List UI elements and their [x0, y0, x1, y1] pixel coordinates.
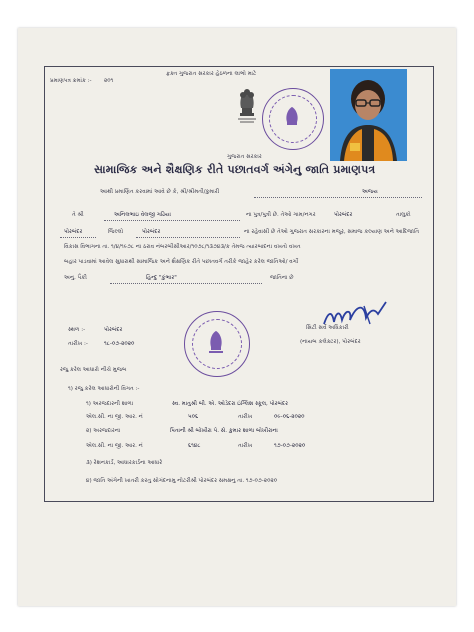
doc1-lc-no: ૫૦૬ [188, 414, 199, 420]
doc1-lc: એલ.સી. ના જી. આર. નં [86, 414, 143, 420]
taluka-value: પોરબંદર [64, 229, 83, 235]
doc4: ૪) જાતિ અંગેની ખાતરી કરતુ સોગંદનામુ નોટરીશ્રી પોરબંદર સમક્ષનુ તા. ૧૭-૦૭-૨૦૨૦ [86, 478, 278, 484]
national-emblem-icon [232, 84, 262, 124]
line3-text: ના રહેવાસી છે તેઓ ગુજરાત સરકારના મજૂર, સમાજ કલ્યાણ અને આદિજાતિ [244, 229, 420, 235]
signatory-line2: (નાયબ કલેક્ટર), પોરબંદર [300, 339, 361, 345]
village-name: પોરબંદર [334, 212, 353, 218]
stamp-emblem-bottom-icon [206, 328, 226, 356]
doc2-label: ૨) અરજદારના [86, 428, 121, 434]
doc2-value: પિતાની શ્રી બોખીરા પે. સે. કુમાર શાળા બોખીરાના [170, 428, 278, 434]
date-label: તારીખ :- [68, 341, 88, 347]
line4-text: વિકાસ વિભાગના તા. ૧/૪/૧૯૭૮ ના ઠરાવ નંબરબીસીઆર/૧૦૭૮/૧૩૭૪૩/ક તેમજ ત્યારબાદના વખતો વખત [64, 244, 301, 250]
doc1-value: સ્વ. માતુશ્રી બી. એ. ઓડેદરા ઇંગ્લિશ સ્કૂલ, પોરબંદર [172, 401, 289, 407]
father-name: અનિલભાઇ વેલજી ગઢિયા [114, 212, 171, 218]
certificate-title: સામાજિક અને શૈક્ષણિક રીતે પછાતવર્ગ અંગેનુ જાતિ પ્રમાણપત્ર [94, 163, 376, 176]
doc2-lc: એલ.સી. ના જી. આર. નં [86, 443, 143, 449]
doc2-lc-no: ૬૧૪૮ [188, 443, 201, 449]
date-value: ૧૮-૦૭-૨૦૨૦ [104, 341, 135, 347]
portrait-image [330, 69, 407, 161]
district-value: પોરબંદર [142, 229, 161, 235]
caste-name: હિન્દુ "કુંભાર" [146, 275, 177, 281]
top-note: ફક્ત ગુજરાત સરકાર હેઠળના લાભો માટે [166, 71, 257, 77]
district-label: જિલ્લો [108, 229, 124, 235]
docs-heading: ૧) રજુ કરેલ આધારોની વિગત :- [68, 386, 140, 392]
doc3: ૩) રેશનકાર્ડ, આધારકાર્ડના આધારે [86, 460, 163, 466]
line6-prefix: અનુ. પૈકી [64, 275, 87, 281]
certificate-number-value: ૨૦૧ [104, 78, 114, 84]
line2-mid: ના પુત્ર/પુત્રી છે. તેઓ ગામ/નગર [246, 212, 316, 218]
place-label: સ્થળ :- [68, 327, 86, 333]
doc1-date: ૦૯-૦૬-૨૦૨૦ [274, 414, 305, 420]
line1-text: આથી પ્રમાણિત કરવામાં આવે છે કે, શ્રી/શ્રીમતી/કુમારી [100, 189, 220, 195]
certificate-number-label: પ્રમાણપત્ર ક્રમાંક :- [50, 78, 92, 84]
taluka-label: તાલુકો [396, 212, 411, 218]
doc1-label: ૧) અરજદારની શાળા [86, 401, 134, 407]
doc2-date-label: તારીખ [238, 443, 253, 449]
line1-name: અજય [362, 189, 378, 195]
line5-text: બહાર પાડવામાં આવેલ સુધારાથી સામાજિક અને શૈક્ષણિક રીતે પછાતવર્ગ તરીકે જાહેર કરેલ જાતિઓ/ વર્ગો [64, 259, 299, 265]
signatory-line1: સિટી સર્વે અધિકારી [306, 325, 349, 331]
applicant-photo [330, 69, 407, 161]
place-value: પોરબંદર [104, 327, 123, 333]
enclosures-label: રજુ કરેલ આધારો નીચે મુજબ [60, 367, 127, 373]
line6-suffix: જાતિના છે [270, 275, 294, 281]
line2-prefix: તે શ્રી [72, 212, 84, 218]
doc1-date-label: તારીખ [238, 414, 253, 420]
stamp-emblem-icon [282, 104, 302, 130]
doc2-date: ૧૭-૦૭-૨૦૨૦ [274, 443, 306, 449]
gov-label: ગુજરાત સરકાર [227, 154, 262, 160]
